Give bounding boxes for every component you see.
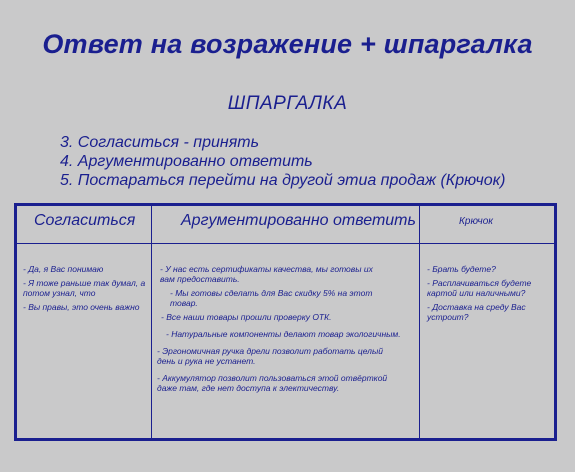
step-item: 4. Аргументированно ответить xyxy=(60,153,313,170)
header-argue: Аргументированно ответить xyxy=(181,212,416,229)
page-title: Ответ на возражение + шпаргалка xyxy=(42,29,533,59)
column-divider xyxy=(419,206,420,438)
argue-phrase: - Все наши товары прошли проверку ОТК. xyxy=(161,312,332,322)
header-hook: Крючок xyxy=(459,216,493,227)
column-divider xyxy=(151,206,152,438)
step-item: 3. Согласиться - принять xyxy=(60,134,259,151)
steps-list xyxy=(60,133,506,190)
agree-phrase: - Я тоже раньше так думал, а потом узнал, что xyxy=(23,278,146,298)
header-agree: Согласиться xyxy=(34,212,136,229)
hook-phrase: - Доставка на среду Вас устроит? xyxy=(427,302,526,322)
hook-column xyxy=(427,264,547,326)
agree-phrase: - Вы правы, это очень важно xyxy=(23,302,140,312)
step-item: 5. Постараться перейти на другой этиа продаж (Крючок) xyxy=(60,172,506,189)
argue-phrase: - У нас есть сертификаты качества, мы готовы их вам предоставить. xyxy=(160,264,373,284)
argue-column xyxy=(157,264,417,397)
hook-phrase: - Брать будете? xyxy=(427,264,496,274)
argue-phrase: - Мы готовы сделать для Вас скидку 5% на этот товар. xyxy=(170,288,373,308)
cheat-sheet-table xyxy=(14,203,557,441)
hook-phrase: - Расплачиваться будете картой или наличными? xyxy=(427,278,532,298)
agree-column xyxy=(23,264,149,316)
agree-phrase: - Да, я Вас понимаю xyxy=(23,264,104,274)
subtitle: ШПАРГАЛКА xyxy=(227,93,348,114)
argue-phrase: - Натуральные компоненты делают товар экологичным. xyxy=(166,329,401,339)
argue-phrase: - Эргономичная ручка дрели позволит работать целый день и рука не устанет. xyxy=(157,346,383,366)
header-divider xyxy=(17,243,554,244)
argue-phrase: - Аккумулятор позволит пользоваться этой отвёрткой даже там, где нет доступа к электичеству. xyxy=(157,373,388,393)
